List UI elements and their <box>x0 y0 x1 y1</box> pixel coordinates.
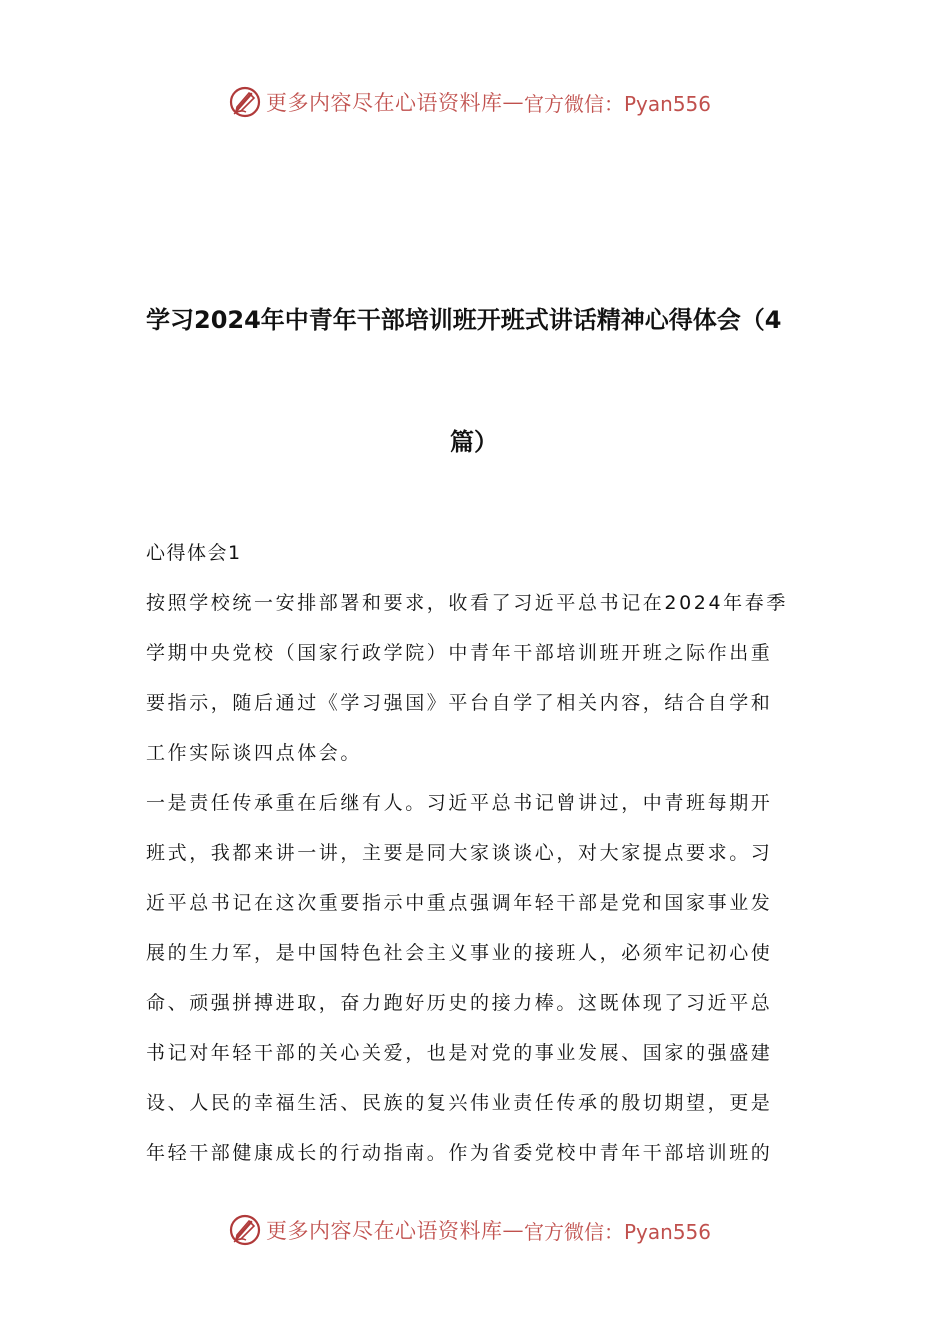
paragraph-line: 命、顽强拼搏进取，奋力跑好历史的接力棒。这既体现了习近平总 <box>146 992 773 1014</box>
paragraph-line: 班式，我都来讲一讲，主要是同大家谈谈心，对大家提点要求。习 <box>146 842 773 864</box>
paragraph-line: 设、人民的幸福生活、民族的复兴伟业责任传承的殷切期望，更是 <box>146 1092 773 1114</box>
paragraph-line: 年轻干部健康成长的行动指南。作为省委党校中青年干部培训班的 <box>146 1142 773 1164</box>
banner-separator: — <box>502 90 524 114</box>
header-banner <box>228 84 711 120</box>
pen-logo-icon <box>228 85 262 119</box>
banner-separator: — <box>502 1218 524 1242</box>
document-body <box>146 536 808 1186</box>
paragraph-line: 展的生力军，是中国特色社会主义事业的接班人，必须牢记初心使 <box>146 942 773 964</box>
banner-slogan: 更多内容尽在心语资料库 <box>266 91 503 115</box>
banner-contact: 官方微信：Pyan556 <box>524 91 712 116</box>
document-title-continued: 篇） <box>450 428 498 456</box>
paragraph-line: 按照学校统一安排部署和要求，收看了习近平总书记在2024年春季 <box>146 592 788 614</box>
paragraph-line: 书记对年轻干部的关心关爱，也是对党的事业发展、国家的强盛建 <box>146 1042 773 1064</box>
banner-contact: 官方微信：Pyan556 <box>524 1219 712 1244</box>
paragraph-line: 近平总书记在这次重要指示中重点强调年轻干部是党和国家事业发 <box>146 892 773 914</box>
section-heading: 心得体会1 <box>146 542 242 564</box>
pen-logo-icon <box>228 1213 262 1247</box>
document-title: 学习2024年中青年干部培训班开班式讲话精神心得体会（4 <box>146 306 782 334</box>
paragraph-line: 要指示，随后通过《学习强国》平台自学了相关内容，结合自学和 <box>146 692 773 714</box>
paragraph-line: 一是责任传承重在后继有人。习近平总书记曾讲过，中青班每期开 <box>146 792 773 814</box>
paragraph-line: 学期中央党校（国家行政学院）中青年干部培训班开班之际作出重 <box>146 642 773 664</box>
footer-banner <box>228 1212 711 1248</box>
paragraph-line: 工作实际谈四点体会。 <box>146 742 363 764</box>
banner-slogan: 更多内容尽在心语资料库 <box>266 1219 503 1243</box>
